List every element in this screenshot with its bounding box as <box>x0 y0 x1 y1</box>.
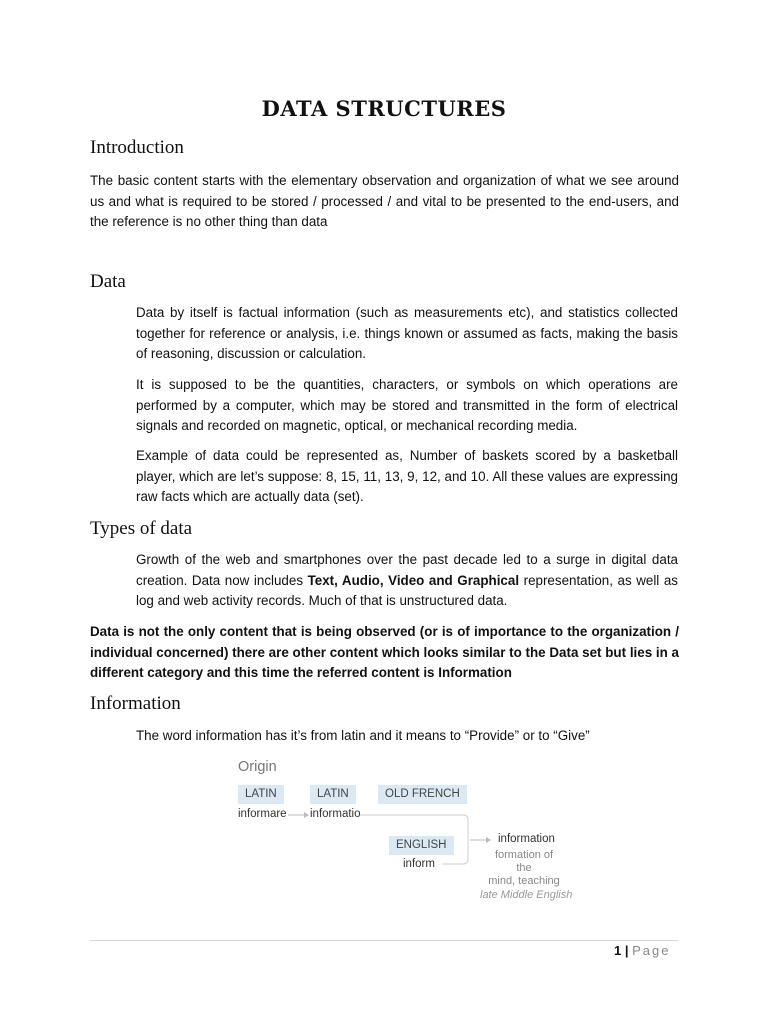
data-paragraph-3: Example of data could be represented as, Number of baskets scored by a basketball player, which are let’s suppose: 8, 15, 11, 13, 9, 12, and 10. All these values are expressing raw facts which are actually data (set). <box>136 448 678 504</box>
origin-diagram <box>230 755 590 915</box>
arrowhead-2 <box>486 837 491 843</box>
page-footer <box>614 943 671 958</box>
page-title: DATA STRUCTURES <box>261 96 507 121</box>
origin-meaning-line-2: mind, teaching <box>488 875 560 887</box>
origin-word-informatio: informatio <box>310 808 361 820</box>
footer-divider <box>90 940 678 941</box>
origin-box-latin-2: LATIN <box>310 785 356 804</box>
origin-box-latin-1: LATIN <box>238 785 284 804</box>
origin-word-inform: inform <box>403 858 435 870</box>
heading-data: Data <box>90 271 126 292</box>
types-p1-text-a: Growth of the web and smartphones over the past decade led to a surge in digital data creation. Data now includes <box>136 552 678 588</box>
heading-information: Information <box>90 693 181 714</box>
types-p1-text-b: representation, as well as log and web activity records. Much of that is unstructured data. <box>136 572 678 608</box>
data-paragraph-1: Data by itself is factual information (such as measurements etc), and statistics collected together for reference or analysis, i.e. things known or assumed as facts, making the basis of reasoning, discussion or calculation. <box>136 305 678 361</box>
origin-period: late Middle English <box>480 889 573 901</box>
origin-box-old-french: OLD FRENCH <box>378 785 467 804</box>
heading-types-of-data: Types of data <box>90 518 193 539</box>
introduction-paragraph: The basic content starts with the elementary observation and organization of what we see around us and what is required to be stored / processed / and vital to be presented to the end-users, and the reference is no other thing than data <box>90 173 679 229</box>
heading-introduction: Introduction <box>90 137 184 158</box>
data-paragraph-2: It is supposed to be the quantities, characters, or symbols on which operations are performed by a computer, which may be stored and transmitted in the form of electrical signals and recorded on magnetic, optical, or mechanical recording media. <box>136 377 678 433</box>
types-p1-bold: Text, Audio, Video and Graphical <box>307 572 520 588</box>
origin-meaning-line-1: formation of the <box>494 849 554 874</box>
origin-word-informare: informare <box>238 808 287 820</box>
arrowhead-1 <box>304 812 309 818</box>
page-separator: | <box>624 943 629 958</box>
information-paragraph: The word information has it’s from latin and it means to “Provide” or to “Give” <box>136 728 590 743</box>
origin-meaning <box>486 849 562 888</box>
origin-box-english: ENGLISH <box>389 836 454 855</box>
types-paragraph-1 <box>136 550 678 612</box>
origin-title: Origin <box>238 759 277 775</box>
page-number: 1 <box>614 943 622 958</box>
connector-path <box>360 815 468 864</box>
types-paragraph-2: Data is not the only content that is being observed (or is of importance to the organization / individual concerned) there are other content which looks similar to the Data set but lies in a different category and this time the referred content is Information <box>90 624 679 680</box>
page-word: Page <box>632 943 671 958</box>
origin-word-information: information <box>498 833 555 845</box>
